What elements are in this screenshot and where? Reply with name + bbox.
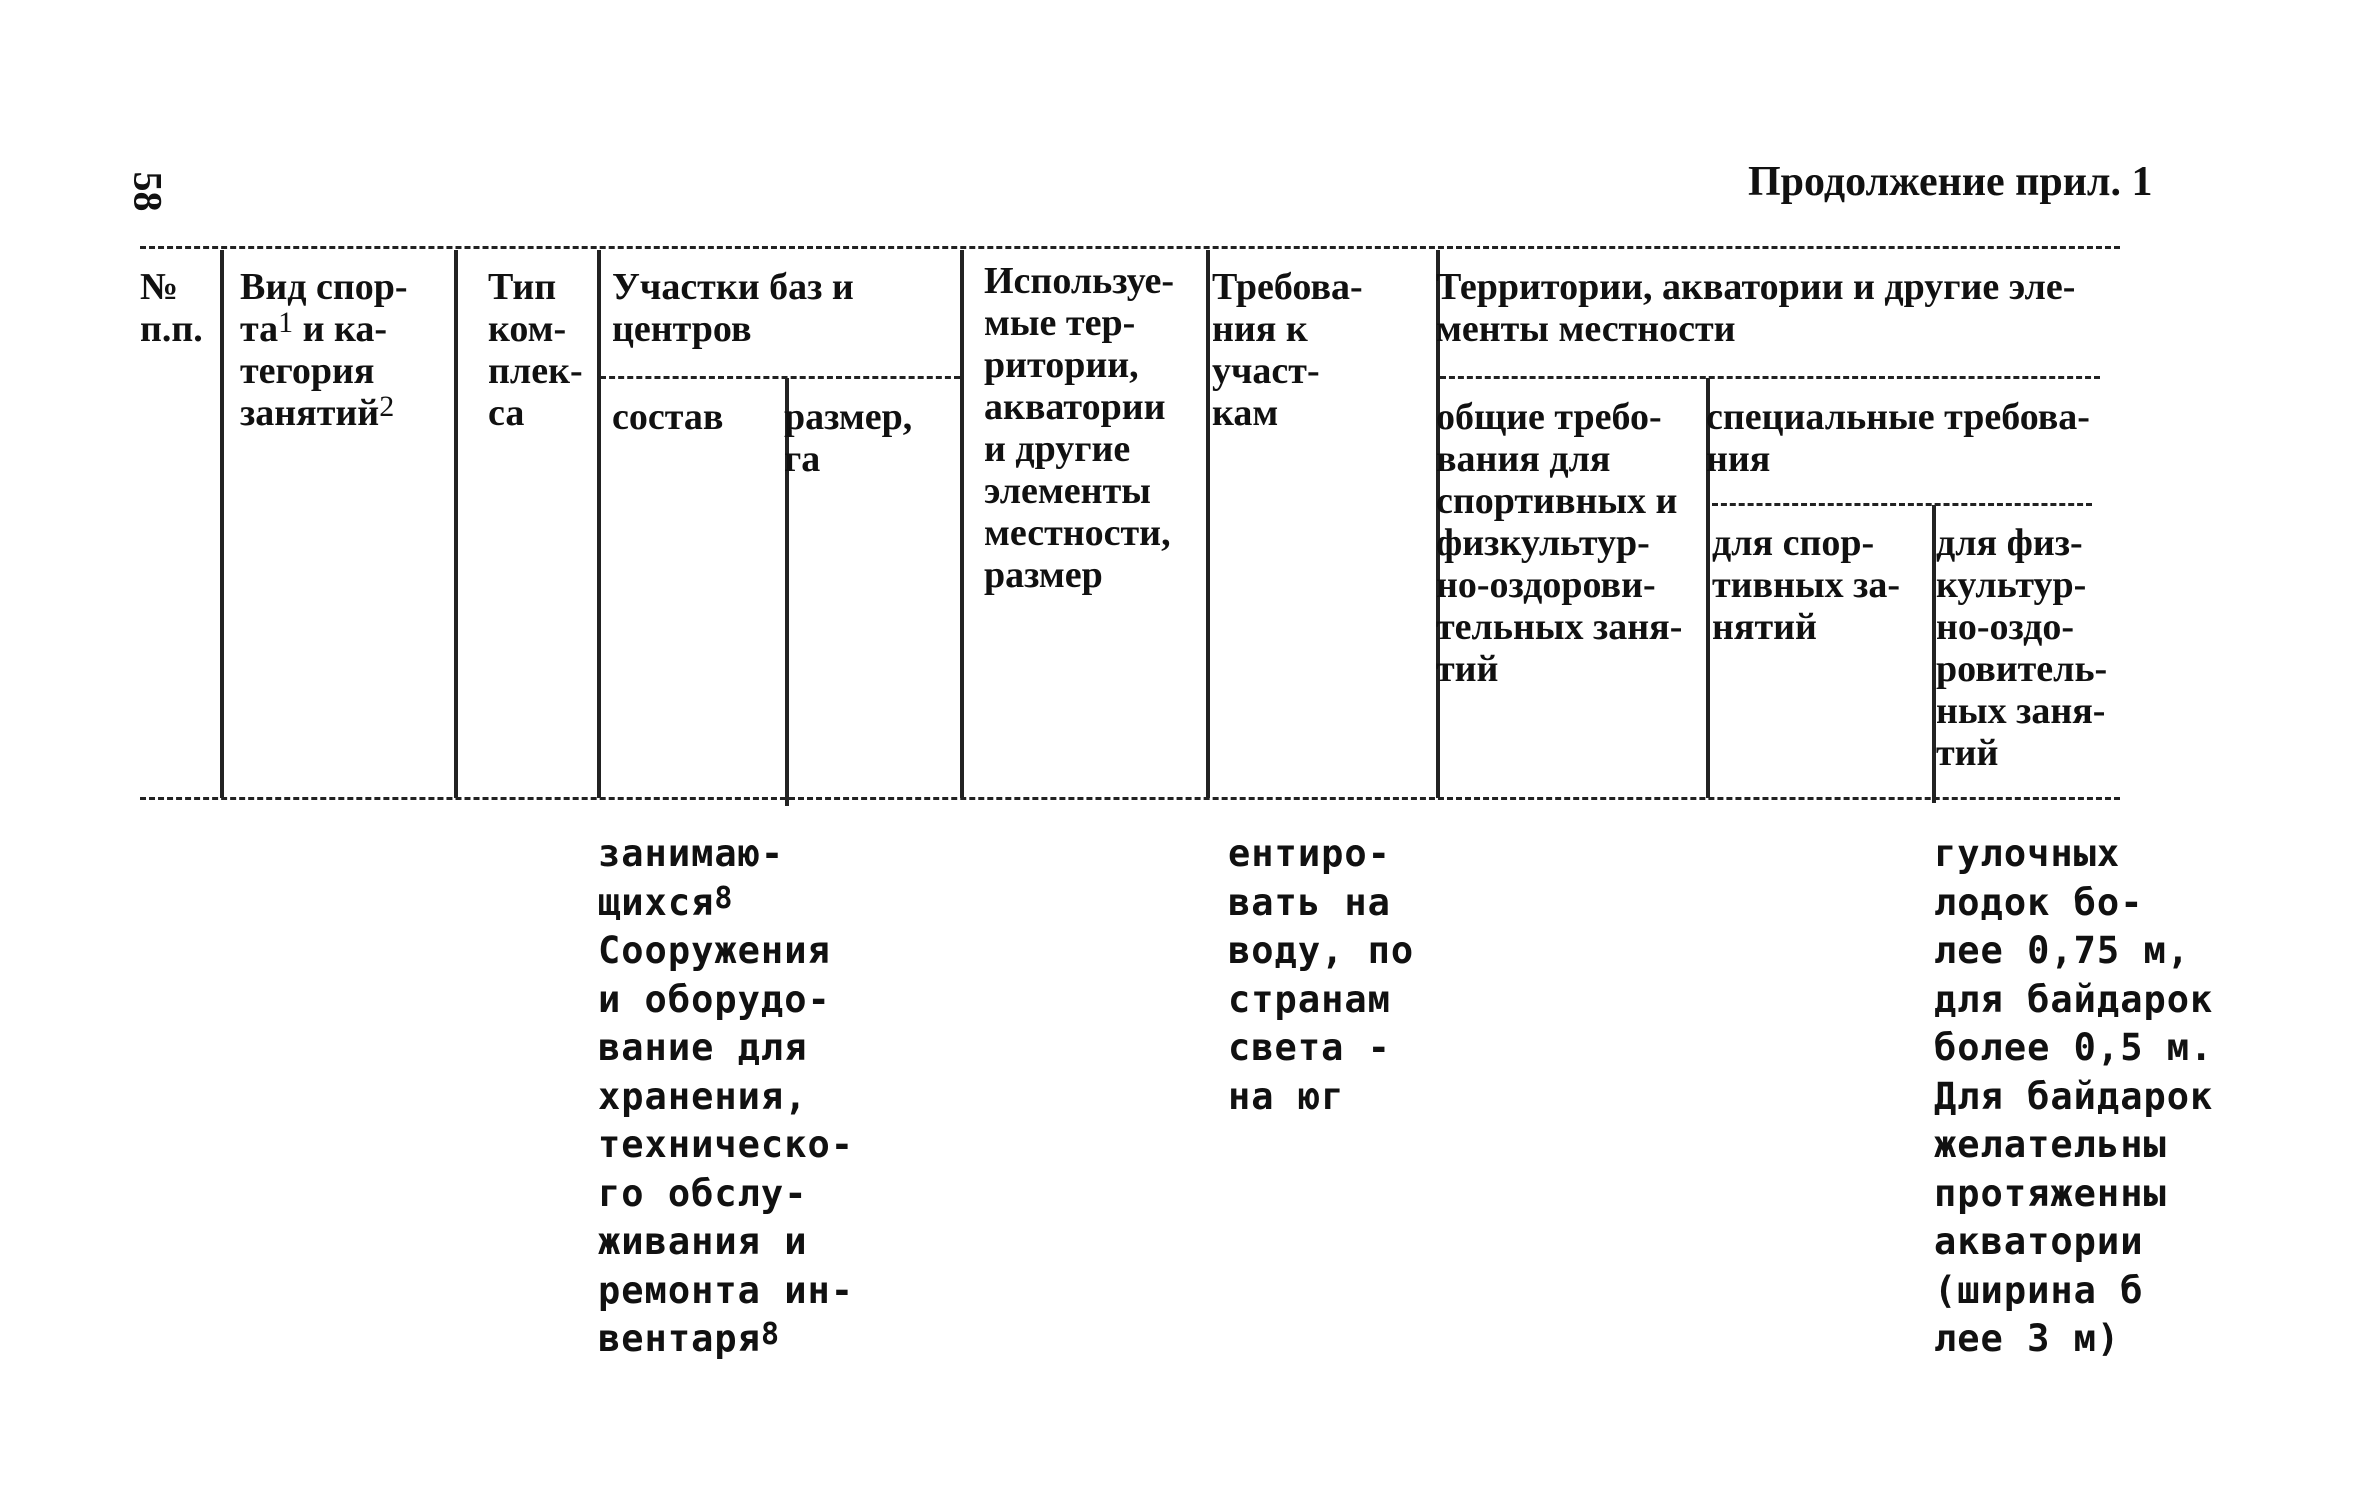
header-col-complex: Тип ком- плек- са [488,266,583,434]
header-bottom-rule [140,797,2120,800]
header-col-sport-line4: занятий$^2$ [240,390,395,434]
footnote-ref-1: 1 [278,306,294,339]
footnote-ref-8a: 8 [714,880,734,916]
header-col-requirements: Требова- ния к участ- кам [1212,266,1363,434]
col-divider-6 [1206,250,1210,798]
col-divider-1 [220,250,224,798]
header-col-plots: Участки баз и центров [612,266,854,350]
col-divider-5 [960,250,964,798]
table-top-rule [140,246,2120,249]
header-col-special-fitness: для физ- культур- но-оздо- ровитель- ных заня- тий [1936,522,2108,774]
header-col-number: № п.п. [140,266,203,350]
plots-subheader-rule [600,376,960,379]
footnote-ref-8b: 8 [760,1317,780,1352]
header-col-territories: Территории, акватории и другие эле- менты местности [1436,266,2076,350]
header-col-plots-composition: состав [612,396,724,438]
body-fitness-text: гулочных лодок бо- лее 0,75 м, для байдарок более 0,5 м. Для байдарок желательны протяженны акватории (ширина б лее 3 м) [1934,832,2214,1360]
header-col-special-req: специальные требова- ния [1706,396,2090,480]
header-col-special-sport: для спор- тивных за- нятий [1712,522,1901,648]
header-col-sport-line3: тегория [240,350,375,392]
header-col-sport-line2: $та^1$ и ка- [240,306,388,350]
territories-subheader-rule [1440,376,2100,379]
page-number: 58 [125,171,171,212]
header-col-plots-size: размер, га [784,396,913,480]
col-divider-3 [597,250,601,798]
col-divider-2 [454,250,458,798]
body-composition-text: занимаю- щихся$^8$ Сооружения и оборудо- вание для хранения, техническо- го обслу- живания и ремонта ин- вентаря$^8$ [598,832,855,1360]
special-subheader-rule [1712,503,2092,506]
footnote-ref-2: 2 [379,390,395,423]
continuation-label: Продолжение прил. 1 [1748,159,2153,205]
header-col-used-territories: Используе- мые тер- ритории, акватории и другие элементы местности, размер [984,260,1175,596]
header-col-sport-line1: Вид спор- [240,266,408,308]
header-col-sport [240,266,408,434]
body-requirements-text: ентиро- вать на воду, по странам света - на юг [1228,832,1415,1118]
header-col-general-req: общие требо- вания для спортивных и физкультур- но-оздорови- тельных заня- тий [1436,396,1683,690]
